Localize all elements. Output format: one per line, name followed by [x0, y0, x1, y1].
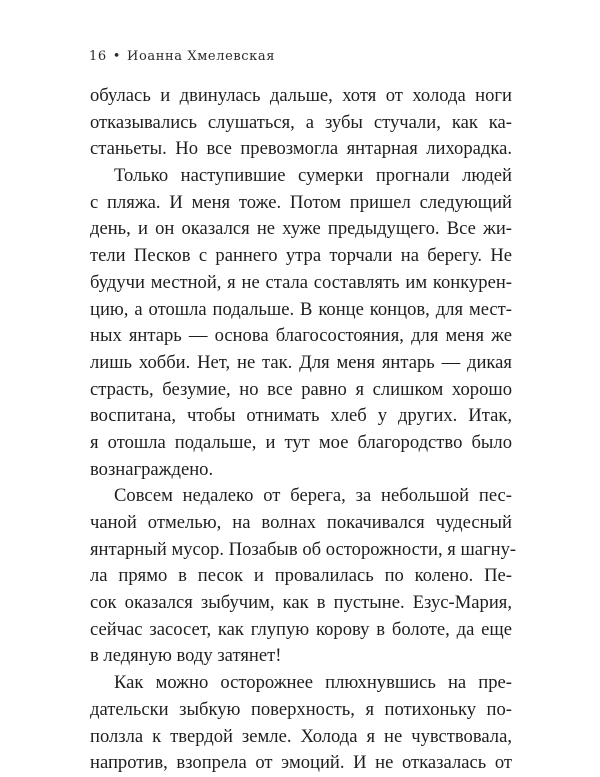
text-line: станьеты. Но все превозмогла янтарная лихорадка. [90, 138, 512, 160]
paragraph-2 [90, 163, 512, 483]
text-line: будучи местной, я не стала составлять им конкурен- [90, 271, 512, 293]
text-line: с пляжа. И меня тоже. Потом пришел следующий [90, 191, 512, 213]
text-line: обулась и двинулась дальше, хотя от холода ноги [90, 85, 512, 106]
text-line: день, и он оказался не хуже предыдущего. Все жи- [90, 218, 512, 240]
text-line: вознаграждено. [90, 458, 214, 480]
text-line: ла прямо в песок и провалилась по колено. Пе- [90, 565, 512, 587]
text-line: тели Песков с раннего утра торчали на берегу. Не [90, 245, 512, 267]
text-line: чаной отмелью, на волнах покачивался чудесный [90, 512, 512, 533]
text-line: цию, а отошла подальше. В конце концов, для мест- [90, 298, 512, 320]
text-line: сок оказался зыбучим, как в пустыне. Езус-Мария, [90, 592, 512, 614]
text-line: отказывались слушаться, а зубы стучали, как ка- [90, 111, 512, 133]
header-separator: • [112, 49, 122, 64]
running-head [89, 49, 275, 64]
text-line: янтарный мусор. Позабыв об осторожности, я шагну- [90, 538, 517, 560]
text-line: страсть, безумие, но все равно я слишком хорошо [90, 378, 512, 400]
page-number: 16 [89, 49, 107, 64]
text-line: дательски зыбкую поверхность, я потихоньку по- [90, 698, 512, 720]
paragraph-3 [90, 483, 517, 670]
text-line: Только наступившие сумерки прогнали людей [114, 165, 512, 187]
author-name: Иоанна Хмелевская [127, 49, 276, 64]
text-line: я отошла подальше, и тут мое благородство было [90, 431, 512, 453]
text-line: сейчас засосет, как глупую корову в болоте, да еще [90, 618, 512, 640]
text-line: Как можно осторожнее плюхнувшись на пре- [114, 672, 512, 694]
text-line: воспитана, чтобы отнимать хлеб у других. Итак, [90, 405, 512, 427]
page-body [90, 83, 517, 777]
text-line: ползла к твердой земле. Холода я не чувствовала, [90, 725, 512, 747]
text-line: Совсем недалеко от берега, за небольшой пес- [114, 485, 512, 507]
text-line: лишь хобби. Нет, не так. Для меня янтарь — дикая [90, 351, 512, 373]
paragraph-4 [90, 670, 512, 777]
text-line: в ледяную воду затянет! [90, 645, 282, 667]
text-line: напротив, взопрела от эмоций. И не отказалась от [90, 752, 512, 774]
paragraph-1 [90, 83, 512, 163]
text-line: ных янтарь — основа благосостояния, для меня же [90, 325, 512, 347]
